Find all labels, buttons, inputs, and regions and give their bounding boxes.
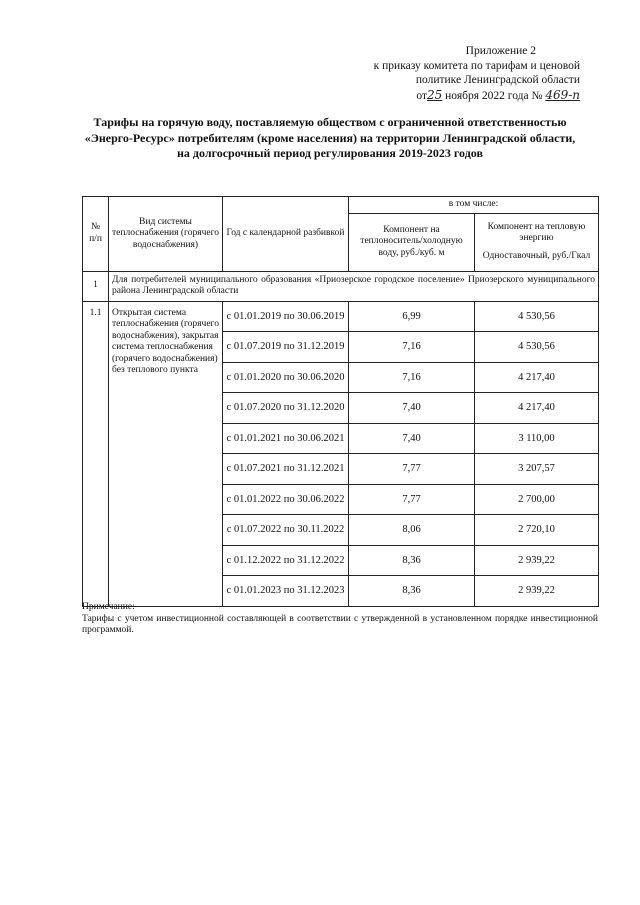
title-line-3: на долгосрочный период регулирования 2019-2023 годов xyxy=(177,146,483,160)
row-period: с 01.01.2020 по 30.06.2020 xyxy=(223,362,349,393)
subgroup-system: Открытая система теплоснабжения (горячего водоснабжения), закрытая система теплоснабжения (горячего водоснабжения) без теплового пункта xyxy=(109,301,223,606)
date-prefix: от xyxy=(416,89,427,102)
row-water-value: 7,77 xyxy=(349,484,475,515)
row-period: с 01.01.2021 по 30.06.2021 xyxy=(223,423,349,454)
row-heat-value: 3 110,00 xyxy=(475,423,599,454)
row-heat-value: 4 530,56 xyxy=(475,332,599,363)
tariff-rows xyxy=(83,301,599,606)
row-water-value: 7,77 xyxy=(349,454,475,485)
tariffs-table xyxy=(82,196,599,607)
title-line-2: «Энерго-Ресурс» потребителям (кроме населения) на территории Ленинградской области, xyxy=(84,130,576,145)
note-block xyxy=(82,602,598,637)
group-text: Для потребителей муниципального образования «Приозерское городское поселение» Приозерского муниципального района Ленинградской области xyxy=(109,271,599,301)
header-component-heat-title: Компонент на тепловую энергию xyxy=(487,221,586,244)
row-water-value: 7,40 xyxy=(349,423,475,454)
row-period: с 01.07.2021 по 31.12.2021 xyxy=(223,454,349,485)
header-num: № п/п xyxy=(83,197,109,272)
row-heat-value: 2 939,22 xyxy=(475,545,599,576)
group-num: 1 xyxy=(83,271,109,301)
row-heat-value: 4 530,56 xyxy=(475,301,599,332)
handwritten-day: 25 xyxy=(427,87,443,102)
row-water-value: 7,16 xyxy=(349,362,475,393)
handwritten-order-number: 469-п xyxy=(545,87,580,102)
row-water-value: 8,36 xyxy=(349,545,475,576)
header-component-water: Компонент на теплоноситель/холодную воду, руб./куб. м xyxy=(349,213,475,271)
appendix-line-3: политике Ленинградской области xyxy=(415,74,580,86)
row-water-value: 6,99 xyxy=(349,301,475,332)
row-period: с 01.07.2019 по 31.12.2019 xyxy=(223,332,349,363)
row-period: с 01.01.2022 по 30.06.2022 xyxy=(223,484,349,515)
row-period: с 01.01.2023 по 31.12.2023 xyxy=(223,576,349,607)
header-component-heat-rate: Одноставочный, руб./Гкал xyxy=(482,250,591,261)
subgroup-num: 1.1 xyxy=(83,301,109,606)
row-heat-value: 2 939,22 xyxy=(475,576,599,607)
row-heat-value: 3 207,57 xyxy=(475,454,599,485)
header-system: Вид системы теплоснабжения (горячего водоснабжения) xyxy=(109,197,223,272)
appendix-date-line xyxy=(330,88,580,104)
row-water-value: 7,40 xyxy=(349,393,475,424)
row-water-value: 8,06 xyxy=(349,515,475,546)
row-water-value: 7,16 xyxy=(349,332,475,363)
appendix-title: Приложение 2 xyxy=(465,45,536,57)
appendix-line-2: к приказу комитета по тарифам и ценовой xyxy=(373,59,580,72)
row-period: с 01.12.2022 по 31.12.2022 xyxy=(223,545,349,576)
group-row xyxy=(83,271,599,301)
row-period: с 01.07.2020 по 31.12.2020 xyxy=(223,393,349,424)
row-heat-value: 4 217,40 xyxy=(475,362,599,393)
row-heat-value: 2 720,10 xyxy=(475,515,599,546)
table-row xyxy=(83,301,599,332)
row-period: с 01.07.2022 по 30.11.2022 xyxy=(223,515,349,546)
header-including: в том числе: xyxy=(349,197,599,214)
row-heat-value: 4 217,40 xyxy=(475,393,599,424)
row-water-value: 8,36 xyxy=(349,576,475,607)
header-component-heat xyxy=(475,213,599,271)
row-heat-value: 2 700,00 xyxy=(475,484,599,515)
note-text: Тарифы с учетом инвестиционной составляющей в соответствии с утвержденной в установленном порядке инвестиционной программой. xyxy=(82,613,598,635)
row-period: с 01.01.2019 по 30.06.2019 xyxy=(223,301,349,332)
document-title xyxy=(60,115,600,162)
appendix-header xyxy=(330,44,580,103)
note-heading: Примечание: xyxy=(82,602,135,612)
date-middle: ноября 2022 года № xyxy=(442,89,546,102)
header-period: Год с календарной разбивкой xyxy=(223,197,349,272)
title-line-1: Тарифы на горячую воду, поставляемую обществом с ограниченной ответственностью xyxy=(93,115,567,129)
